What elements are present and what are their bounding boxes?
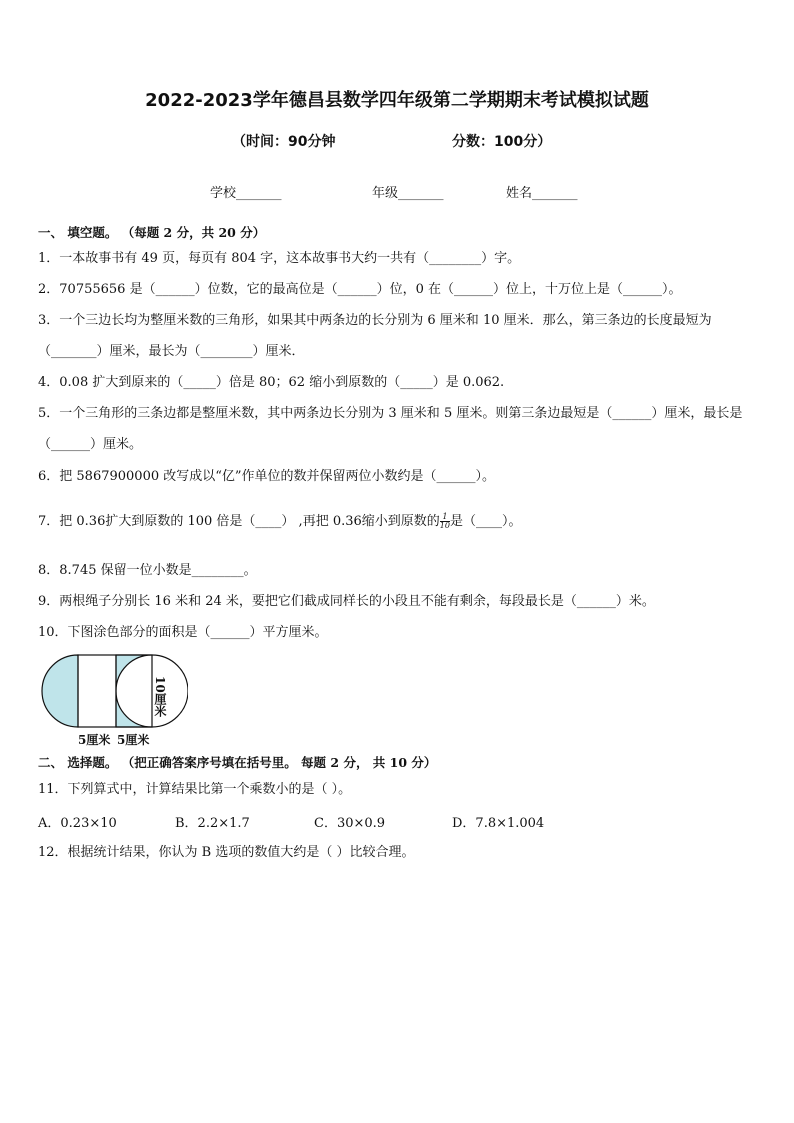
fraction-one-tenth — [440, 513, 450, 530]
question-4: 4．0.08 扩大到原来的（_____）倍是 80；62 缩小到原数的（_____）是 0.062. — [38, 375, 505, 390]
question-9: 9．两根绳子分别长 16 米和 24 米，要把它们截成同样长的小段且不能有剩余，每段最长是（______）米。 — [38, 594, 655, 609]
fraction-denominator: 10 — [439, 521, 450, 530]
shaded-right-region — [116, 655, 152, 727]
section2-heading: 二、 选择题。 （把正确答案序号填在括号里。 每题 2 分， 共 10 分） — [38, 755, 437, 770]
question-7 — [38, 512, 521, 532]
question-7-part-b: 是（____）。 — [449, 514, 522, 529]
grade-field[interactable]: 年级_______ — [372, 186, 444, 201]
figure-label-left: 5厘米 — [78, 733, 111, 747]
question-3: 3．一个三边长均为整厘米数的三角形，如果其中两条边的长分别为 6 厘米和 10 厘米．那么，第三条边的长度最短为（_______）厘米，最长为（________）厘米． — [38, 313, 712, 359]
fraction-numerator: 1 — [440, 513, 450, 522]
question-11: 11．下列算式中，计算结果比第一个乘数小的是（ ）。 — [38, 782, 352, 797]
question-2: 2．70755656 是（______）位数，它的最高位是（______）位，0 在（______）位上，十万位上是（______）。 — [38, 282, 682, 297]
question-1: 1．一本故事书有 49 页，每页有 804 字，这本故事书大约一共有（________）字。 — [38, 251, 521, 266]
question-7-part-a: 7．把 0.36扩大到原数的 100 倍是（____） ,再把 0.36缩小到原数的 — [38, 514, 440, 529]
exam-score: 分数：100分） — [452, 134, 552, 150]
figure-label-side: 10厘米 — [153, 676, 167, 717]
section1-heading: 一、 填空题。 （每题 2 分，共 20 分） — [38, 225, 266, 240]
shaded-left-semicircle — [42, 655, 78, 727]
exam-time: （时间：90分钟 — [232, 134, 336, 150]
school-field[interactable]: 学校_______ — [210, 186, 282, 201]
option-a[interactable]: A．0.23×10 — [38, 816, 117, 831]
question-6: 6．把 5867900000 改写成以“亿”作单位的数并保留两位小数约是（______）。 — [38, 469, 496, 484]
figure-rectangle — [78, 655, 152, 727]
question-5: 5．一个三角形的三条边都是整厘米数，其中两条边长分别为 3 厘米和 5 厘米。则第三条边最短是（______）厘米，最长是（______）厘米。 — [38, 406, 743, 452]
question-12: 12．根据统计结果，你认为 B 选项的数值大约是（ ）比较合理。 — [38, 845, 415, 860]
figure-label-right: 5厘米 — [117, 733, 150, 747]
question-10: 10．下图涂色部分的面积是（______）平方厘米。 — [38, 625, 328, 640]
name-field[interactable]: 姓名_______ — [506, 186, 578, 201]
option-d[interactable]: D．7.8×1.004 — [452, 816, 545, 831]
option-c[interactable]: C．30×0.9 — [314, 816, 386, 831]
page-title: 2022-2023学年德昌县数学四年级第二学期期末考试模拟试题 — [145, 90, 649, 111]
question-8: 8．8.745 保留一位小数是________。 — [38, 563, 257, 578]
option-b[interactable]: B．2.2×1.7 — [175, 816, 250, 831]
